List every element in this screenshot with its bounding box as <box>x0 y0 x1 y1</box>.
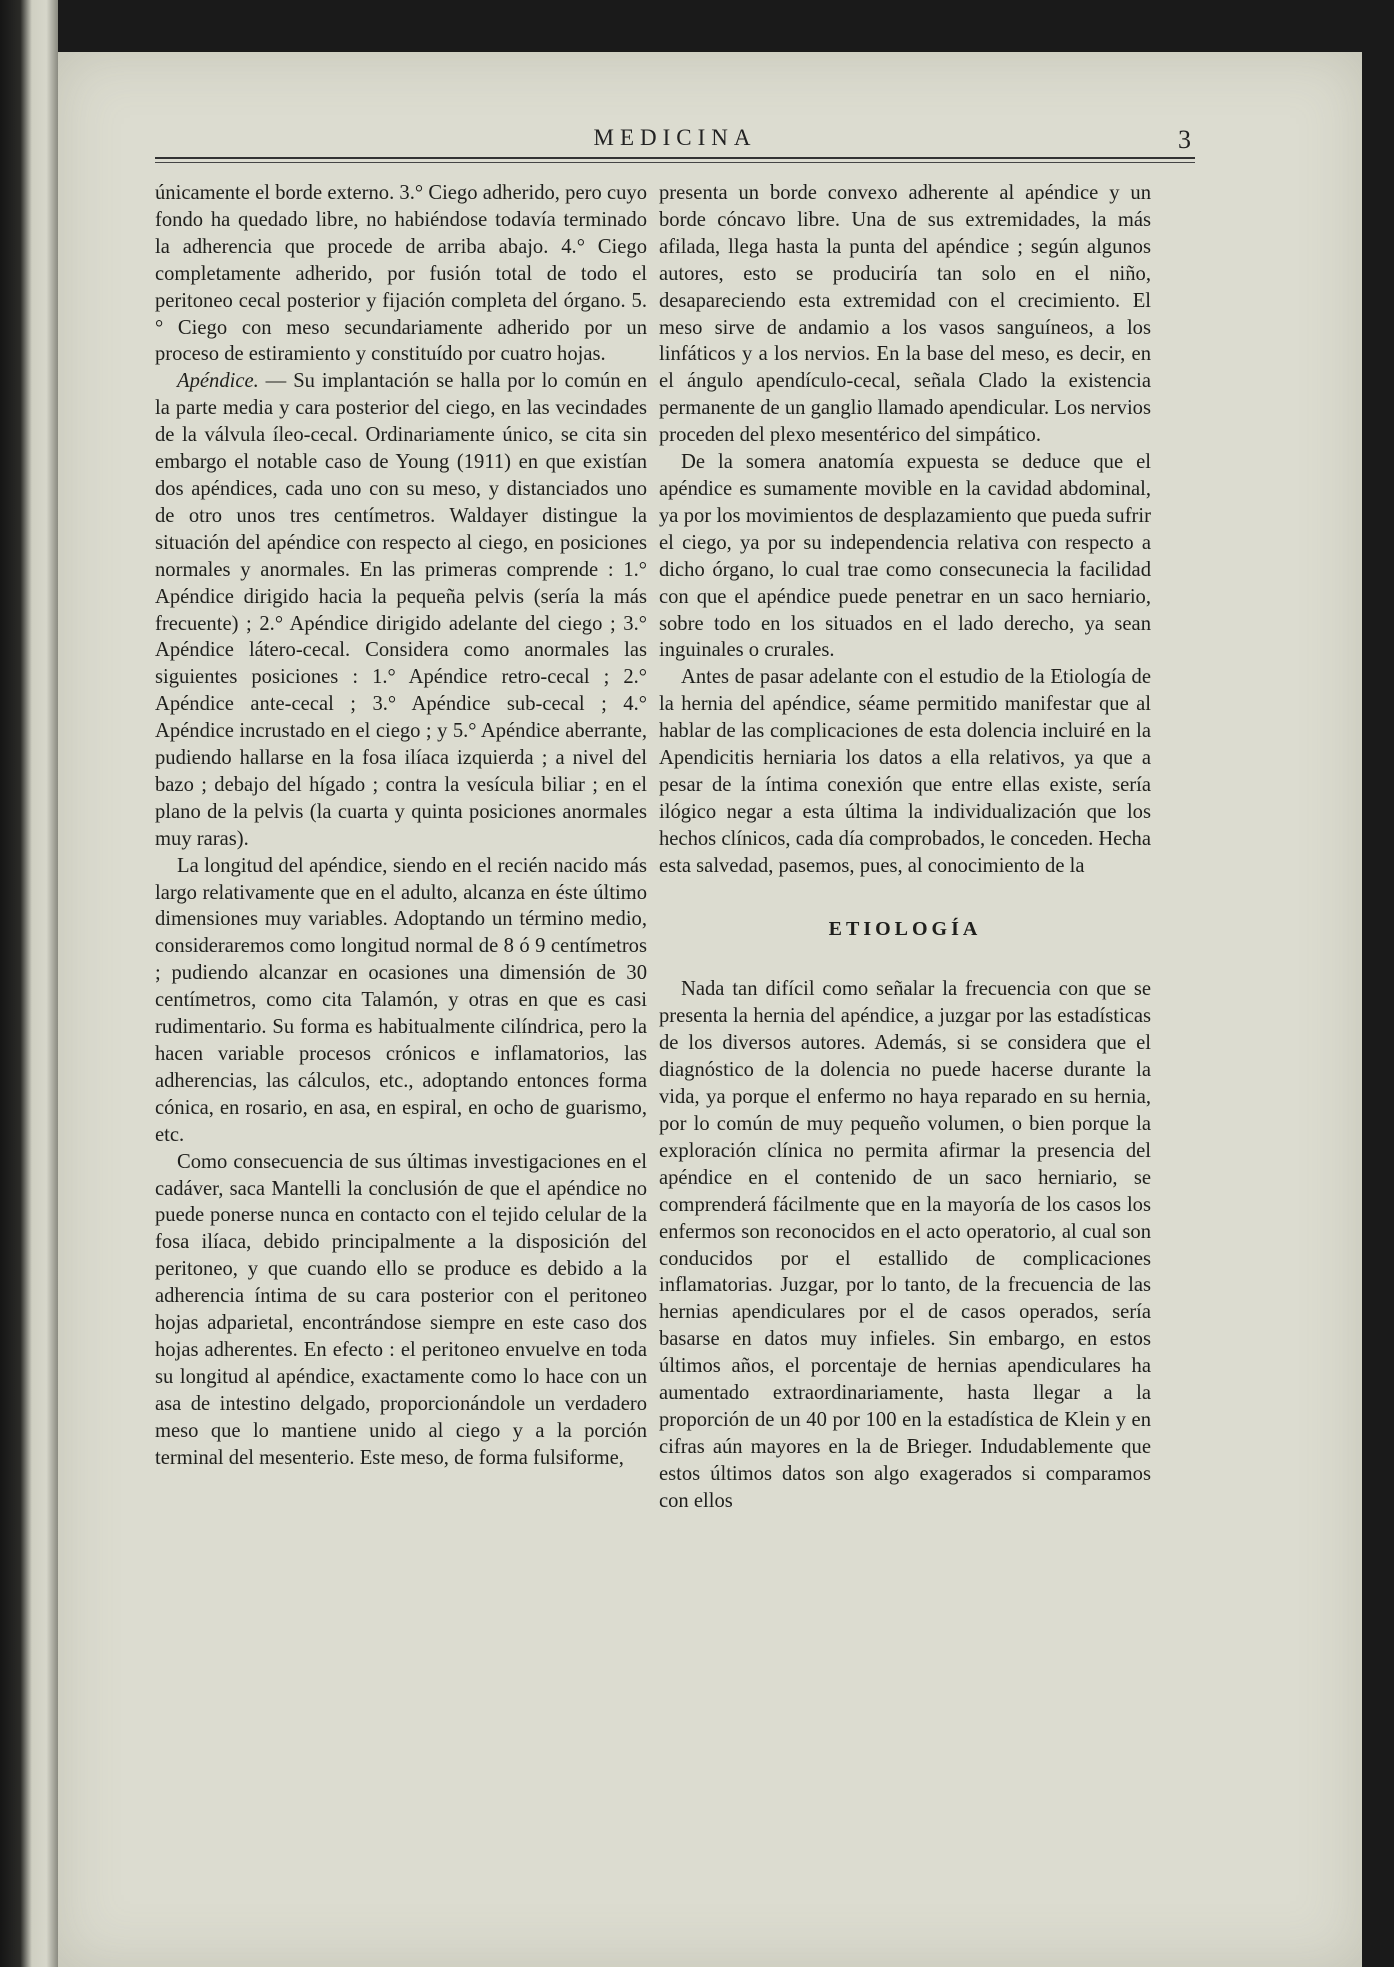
paragraph: De la somera anatomía expuesta se deduce que el apéndice es sumamente movible en la cavidad abdominal, ya por los movimientos de desplazamiento que pueda sufrir el ciego, ya por su independencia relativa con respecto a dicho órgano, lo cual trae como consecunecia la facilidad con que el apéndice puede penetrar en un saco herniario, sobre todo en los situados en el lado derecho, ya sean inguinales o crurales. <box>659 451 1151 662</box>
running-title: MEDICINA <box>593 125 757 150</box>
header-rule <box>155 157 1195 159</box>
paragraph: presenta un borde convexo adherente al apéndice y un borde cóncavo libre. Una de sus extremidades, la más afilada, llega hasta la punta del apéndice ; según algunos autores, esto se produciría tan solo en el niño, desapareciendo esta extremidad con el crecimiento. El meso sirve de andamio a los vasos sanguíneos, a los linfáticos y a los nervios. En la base del meso, es decir, en el ángulo apendículo-cecal, señala Clado la existencia permanente de un ganglio llamado apendicular. Los nervios proceden del plexo mesentérico del simpático. <box>659 182 1151 447</box>
paragraph: únicamente el borde externo. 3.° Ciego adherido, pero cuyo fondo ha quedado libre, no habiéndose todavía terminado la adherencia que procede de arriba abajo. 4.° Ciego completamente adherido, por fusión total de todo el peritoneo cecal posterior y fijación completa del órgano. 5.° Ciego con meso secundariamente adherido por un proceso de estiramiento y constituído por cuatro hojas. <box>155 182 647 366</box>
page-number: 3 <box>1178 125 1191 154</box>
paragraph-text: — Su implantación se halla por lo común en la parte media y cara posterior del ciego, en las vecindades de la válvula íleo-cecal. Ordinariamente único, se cita sin embargo el notable caso de Young (1911) en que existían dos apéndices, cada uno con su meso, y distanciados uno de otro unos tres centímetros. Waldayer distingue la situación del apéndice con respecto al ciego, en posiciones normales y anormales. En las primeras comprende : 1.° Apéndice dirigido hacia la pequeña pelvis (sería la más frecuente) ; 2.° Apéndice dirigido adelante del ciego ; 3.° Apéndice látero-cecal. Considera como anormales las siguientes posiciones : 1.° Apéndice retro-cecal ; 2.° Apéndice ante-cecal ; 3.° Apéndice sub-cecal ; 4.° Apéndice incrustado en el ciego ; y 5.° Apéndice aberrante, pudiendo hallarse en la fosa ilíaca izquierda ; a nivel del bazo ; debajo del hígado ; contra la vesícula biliar ; en el plano de la pelvis (la cuarta y quinta posiciones anormales muy raras). <box>155 370 647 850</box>
paragraph: Como consecuencia de sus últimas investigaciones en el cadáver, saca Mantelli la conclusión de que el apéndice no puede ponerse nunca en contacto con el tejido celular de la fosa ilíaca, debido principalmente a la disposición del peritoneo, y que cuando ello se produce es debido a la adherencia íntima de su cara posterior con el peritoneo hojas adparietal, encontrándose siempre en este caso dos hojas adherentes. En efecto : el peritoneo envuelve en toda su longitud al apéndice, exactamente como lo hace con un asa de intestino delgado, proporcionándole un verdadero meso que lo mantiene unido al ciego y a la porción terminal del mesenterio. Este meso, de forma fulsiforme, <box>155 1150 647 1469</box>
scan-background-left <box>0 0 58 1967</box>
paragraph: La longitud del apéndice, siendo en el recién nacido más largo relativamente que en el adulto, alcanza en éste último dimensiones muy variables. Adoptando un término medio, consideraremos como longitud normal de 8 ó 9 centímetros ; pudiendo alcanzar en ocasiones una dimensión de 30 centímetros, como cita Talamón, y otras en que es casi rudimentario. Su forma es habitualmente cilíndrica, pero la hacen variable procesos crónicos e inflamatorios, las adherencias, las cálculos, etc., adoptando entonces forma cónica, en rosario, en asa, en espiral, en ocho de guarismo, etc. <box>155 854 647 1146</box>
paragraph: Nada tan difícil como señalar la frecuencia con que se presenta la hernia del apéndice, a juzgar por las estadísticas de los diversos autores. Además, si se considera que el diagnóstico de la dolencia no puede hacerse durante la vida, ya porque el enfermo no haya reparado en su hernia, por lo común de muy pequeño volumen, o bien porque la exploración clínica no permita afirmar la presencia del apéndice en el contenido de un saco herniario, se comprenderá fácilmente que en la mayoría de los casos los enfermos son reconocidos en el acto operatorio, al cual son conducidos por el estallido de complicaciones inflamatorias. Juzgar, por lo tanto, de la frecuencia de las hernias apendiculares por el de casos operados, sería basarse en datos muy infieles. Sin embargo, en estos últimos años, el porcentaje de hernias apendiculares ha aumentado extraordinariamente, hasta llegar a la proporción de un 40 por 100 en la estadística de Klein y en cifras aún mayores en la de Brieger. Indudablemente que estos últimos datos son algo exagerados si comparamos con ellos <box>659 978 1151 1512</box>
paragraph: Antes de pasar adelante con el estudio de la Etiología de la hernia del apéndice, séame permitido manifestar que al hablar de las complicaciones de esta dolencia incluiré en la Apendicitis herniaria los datos a ella relativos, ya que a pesar de la íntima conexión que entre ellas existe, sería ilógico negar a esta última la individualización que los hechos clínicos, cada día comprobados, le conceden. Hecha esta salvedad, pasemos, pues, al conocimiento de la <box>659 666 1151 877</box>
left-column <box>155 180 647 1472</box>
page-header <box>155 125 1195 165</box>
paragraph-lead: Apéndice. <box>177 370 259 393</box>
paragraph <box>155 368 647 852</box>
section-heading: ETIOLOGÍA <box>828 917 982 940</box>
right-column <box>659 180 1151 1515</box>
header-rule-thin <box>155 162 1195 163</box>
